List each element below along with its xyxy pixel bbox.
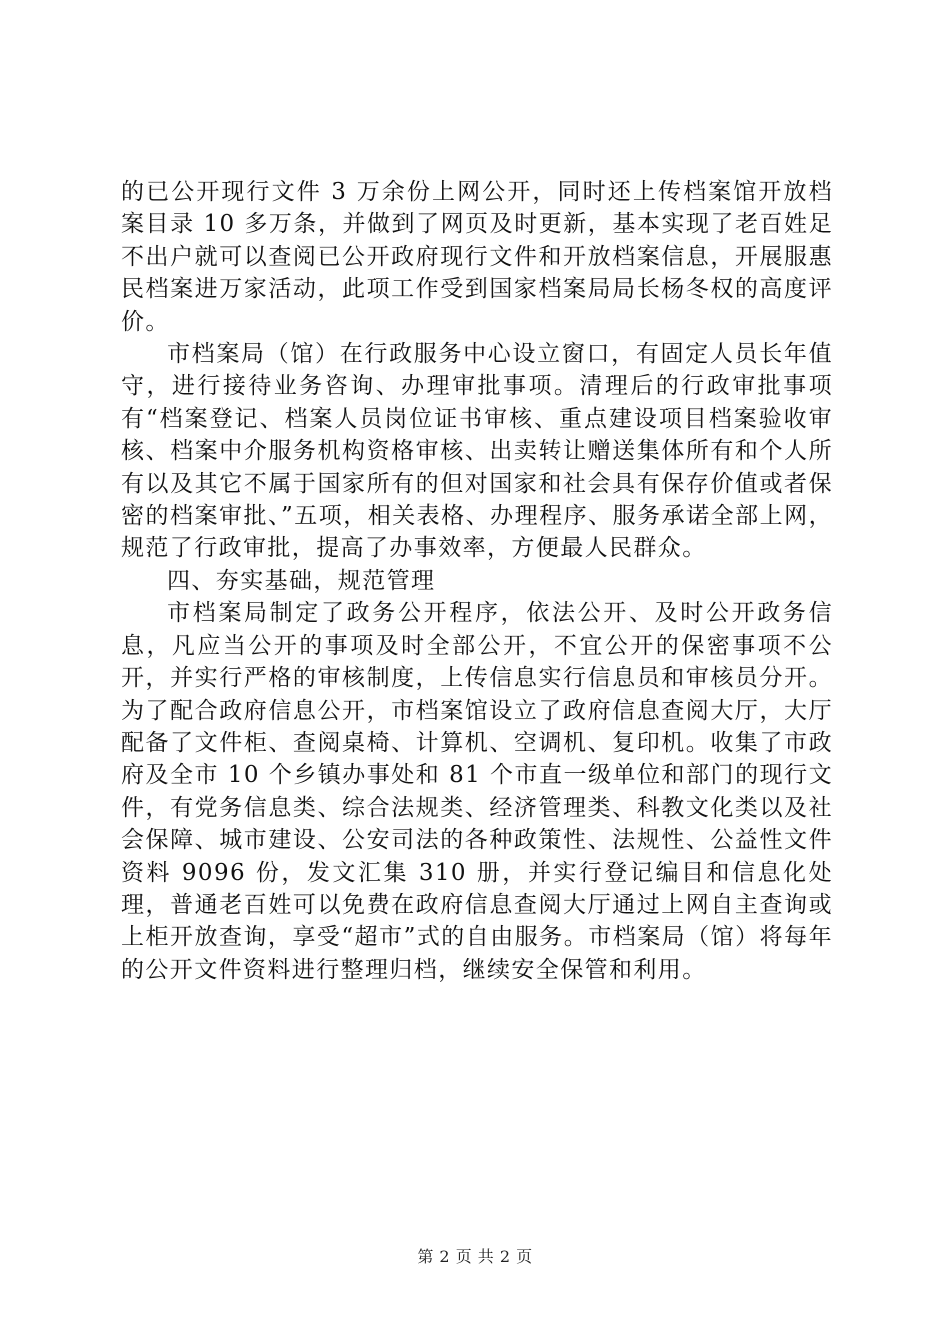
page-footer: 第 2 页 共 2 页: [417, 1247, 533, 1266]
paragraph-admin-window: 市档案局（馆）在行政服务中心设立窗口，有固定人员长年值守，进行接待业务咨询、办理审批事项。清理后的行政审批事项有“档案登记、档案人员岗位证书审核、重点建设项目档案验收审核、档案中介服务机构资格审核、出卖转让赠送集体所有和个人所有以及其它不属于国家所有的但对国家和社会具有保存价值或者保密的档案审批、”五项，相关表格、办理程序、服务承诺全部上网，规范了行政审批，提高了办事效率，方便最人民群众。: [121, 341, 833, 562]
document-body: [121, 176, 833, 986]
paragraph-public-info: 市档案局制定了政务公开程序，依法公开、及时公开政务信息，凡应当公开的事项及时全部公开，不宜公开的保密事项不公开，并实行严格的审核制度，上传信息实行信息员和审核员分开。为了配合政府信息公开，市档案馆设立了政府信息查阅大厅，大厅配备了文件柜、查阅桌椅、计算机、空调机、复印机。收集了市政府及全市 10 个乡镇办事处和 81 个市直一级单位和部门的现行文件，有党务信息类、综合法规类、经济管理类、科教文化类以及社会保障、城市建设、公安司法的各种政策性、法规性、公益性文件资料 9096 份，发文汇集 310 册，并实行登记编目和信息化处理，普通老百姓可以免费在政府信息查阅大厅通过上网自主查询或上柜开放查询，享受“超市”式的自由服务。市档案局（馆）将每年的公开文件资料进行整理归档，继续安全保管和利用。: [121, 600, 833, 983]
paragraph-continued: 的已公开现行文件 3 万余份上网公开，同时还上传档案馆开放档案目录 10 多万条，并做到了网页及时更新，基本实现了老百姓足不出户就可以查阅已公开政府现行文件和开放档案信息，开展服惠民档案进万家活动，此项工作受到国家档案局局长杨冬权的高度评价。: [121, 179, 833, 335]
section-heading: 四、夯实基础，规范管理: [167, 567, 436, 594]
